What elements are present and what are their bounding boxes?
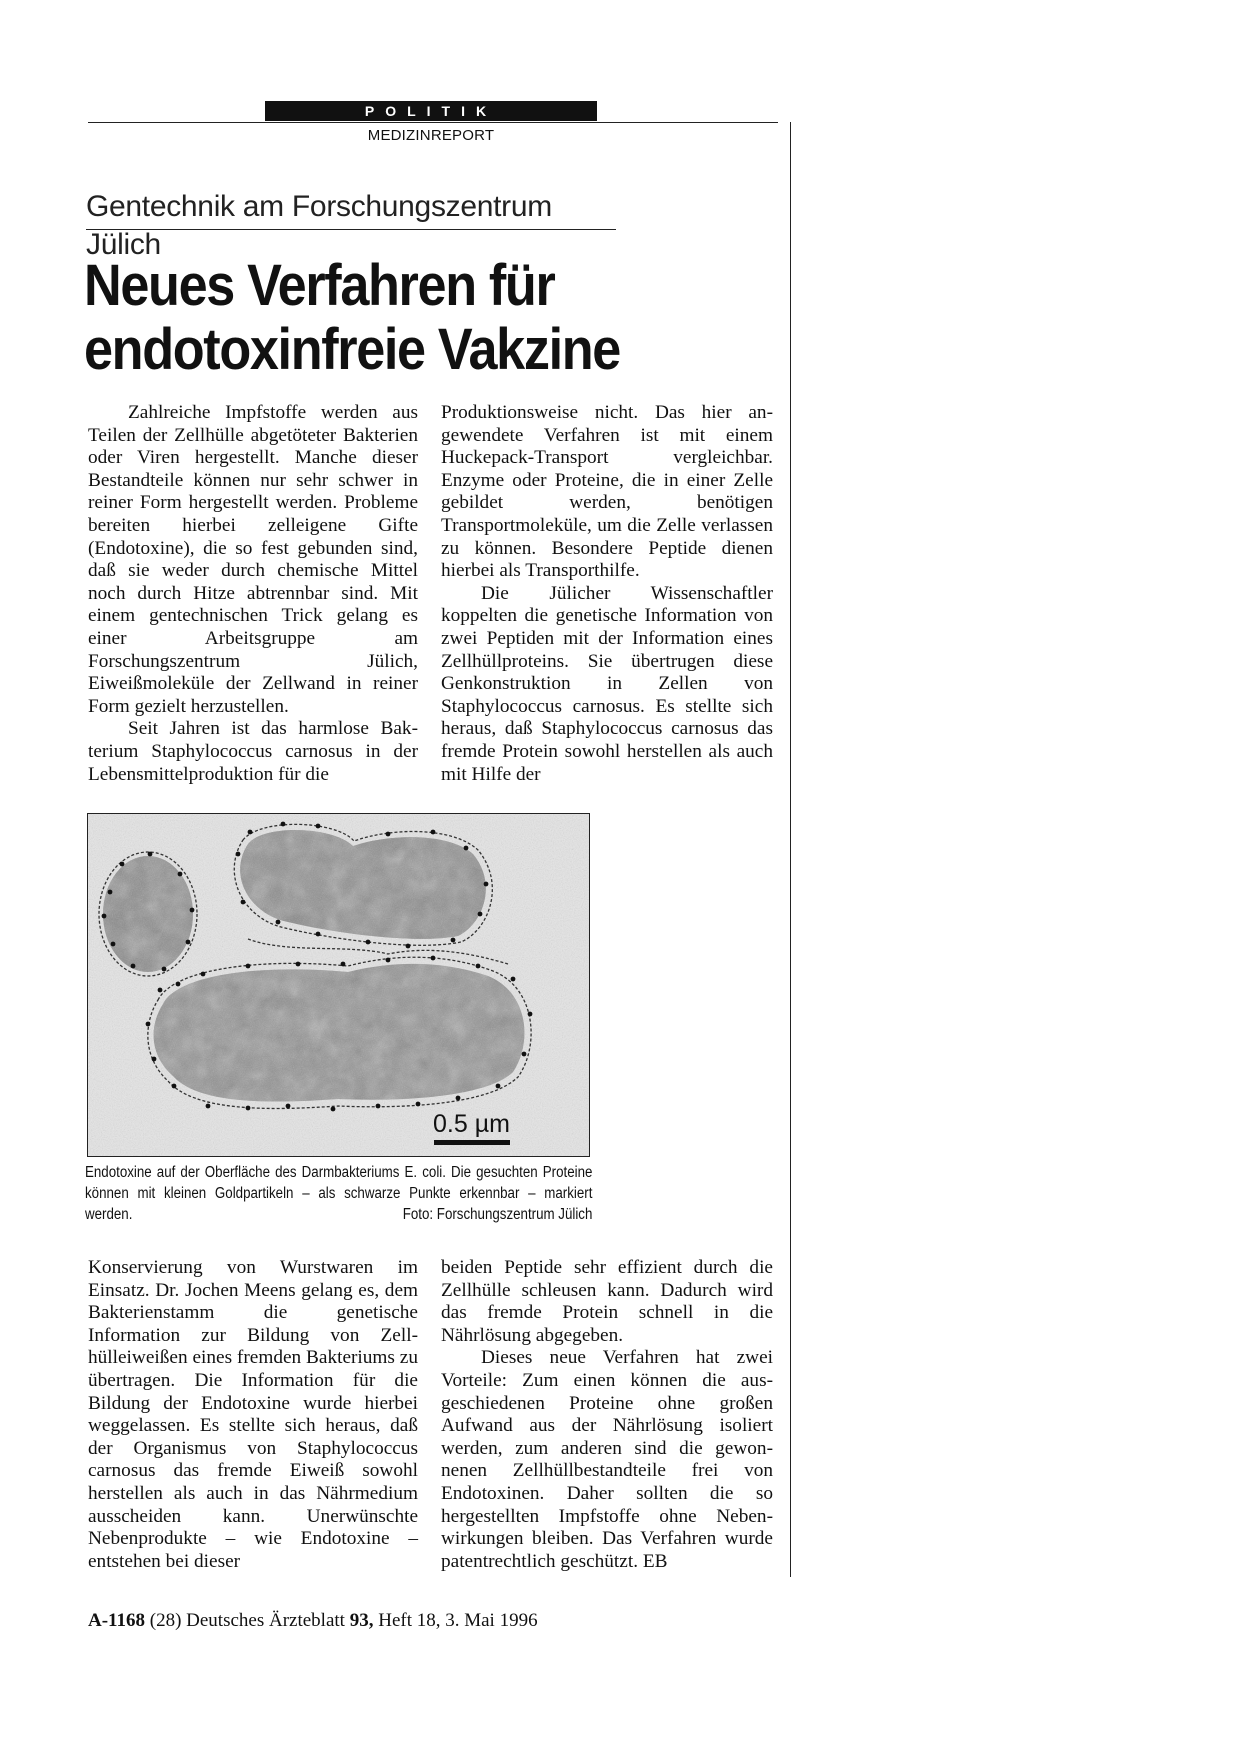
scale-label: 0.5 µm [433,1110,510,1138]
article-kicker: Gentechnik am Forschungszentrum Jülich [86,190,552,261]
paragraph: beiden Peptide sehr effizient durch die Zellhülle schleusen kann. Dadurch wird das fremde Protein schnell in die Nährlösung abgegeben. [441,1257,773,1346]
kicker-underline [86,229,616,230]
figure-caption [85,1162,592,1225]
article-headline: Neues Verfahren für endotoxinfreie Vakzine [84,253,620,382]
journal-volume: 93, [349,1610,374,1631]
section-label: POLITIK [265,101,597,121]
paragraph: Produktionsweise nicht. Das hier angewendete Verfahren ist mit einem Huckepack-Transport vergleichbar. Enzyme oder Proteine, die in einer Zelle gebildet werden, benötigen Transportmoleküle, um die Zelle verlassen zu können. Besondere Peptide dienen hierbei als Transporthilfe. [441,402,773,582]
body-column-1 [88,402,418,786]
paragraph: Die Jülicher Wissenschaftler koppelten die genetische Information von zwei Peptiden mit der Information eines Zellhüllproteins. Sie übertrugen diese Genkonstruktion in Zellen von Staphylococcus carnosus. Es stellte sich heraus, daß Staphylococcus carnosus das fremde Protein sowohl herstellen als auch mit Hilfe der [441,582,773,785]
page-footer [88,1610,538,1632]
paragraph: Konservierung von Wurstwaren im Einsatz. Dr. Jochen Meens gelang es, dem Bakterienstamm die genetische Information zur Bildung von Zellhülleiweißen eines fremden Bakteriums zu übertragen. Die Information für die Bildung der Endotoxine wurde hierbei weggelassen. Es stellte sich heraus, daß der Organismus von Staphylococcus carnosus das fremde Eiweiß sowohl herstellen als auch in das Nährmedium ausscheiden kann. Unerwünschte Nebenprodukte – wie Endotoxine – entstehen bei dieser [88,1257,418,1572]
body-column-3 [88,1257,418,1573]
paragraph: Dieses neue Verfahren hat zwei Vorteile: Zum einen können die ausgeschiedenen Proteine ohne großen Aufwand aus der Nährlösung isoliert werden, zum anderen sind die gewonnenen Zellhüllbestandteile frei von Endotoxinen. Daher sollten die so hergestellten Impfstoffe ohne Nebenwirkungen bleiben. Das Verfahren wurde patentrechtlich geschützt. EB [441,1347,773,1572]
body-column-2 [441,402,773,786]
paragraph: Zahlreiche Impfstoffe werden aus Teilen der Zellhülle abgetöteter Bakterien oder Viren hergestellt. Manche dieser Bestandteile können nur sehr schwer in reiner Form hergestellt werden. Probleme bereiten hierbei zelleigene Gifte (Endotoxine), die so fest gebunden sind, daß sie weder durch chemische Mittel noch durch Hitze abtrennbar sind. Mit einem gentechnischen Trick gelang es einer Arbeitsgruppe am Forschungszentrum Jülich, Eiweißmoleküle der Zellwand in reiner Form gezielt herzustellen. [88,402,418,717]
page-number: (28) [149,1610,182,1631]
body-column-4 [441,1257,773,1573]
page-id: A-1168 [88,1610,145,1631]
subsection-label: MEDIZINREPORT [367,127,495,144]
photo-credit: Foto: Forschungszentrum Jülich [402,1206,593,1223]
issue-date: Heft 18, 3. Mai 1996 [378,1610,538,1631]
electron-micrograph [87,813,590,1157]
header-rule [88,122,778,123]
caption-text: Endotoxine auf der Oberfläche des Darmbakteriums E. coli. Die gesuchten Proteine können mit kleinen Goldpartikeln – als schwarze Punkte erkennbar – markiert werden. [85,1164,593,1223]
journal-name: Deutsches Ärzteblatt [186,1610,345,1631]
paragraph: Seit Jahren ist das harmlose Bakterium Staphylococcus carnosus in der Lebensmittelproduktion für die [88,718,418,785]
column-divider [790,122,791,1577]
scale-bar [434,1140,510,1145]
